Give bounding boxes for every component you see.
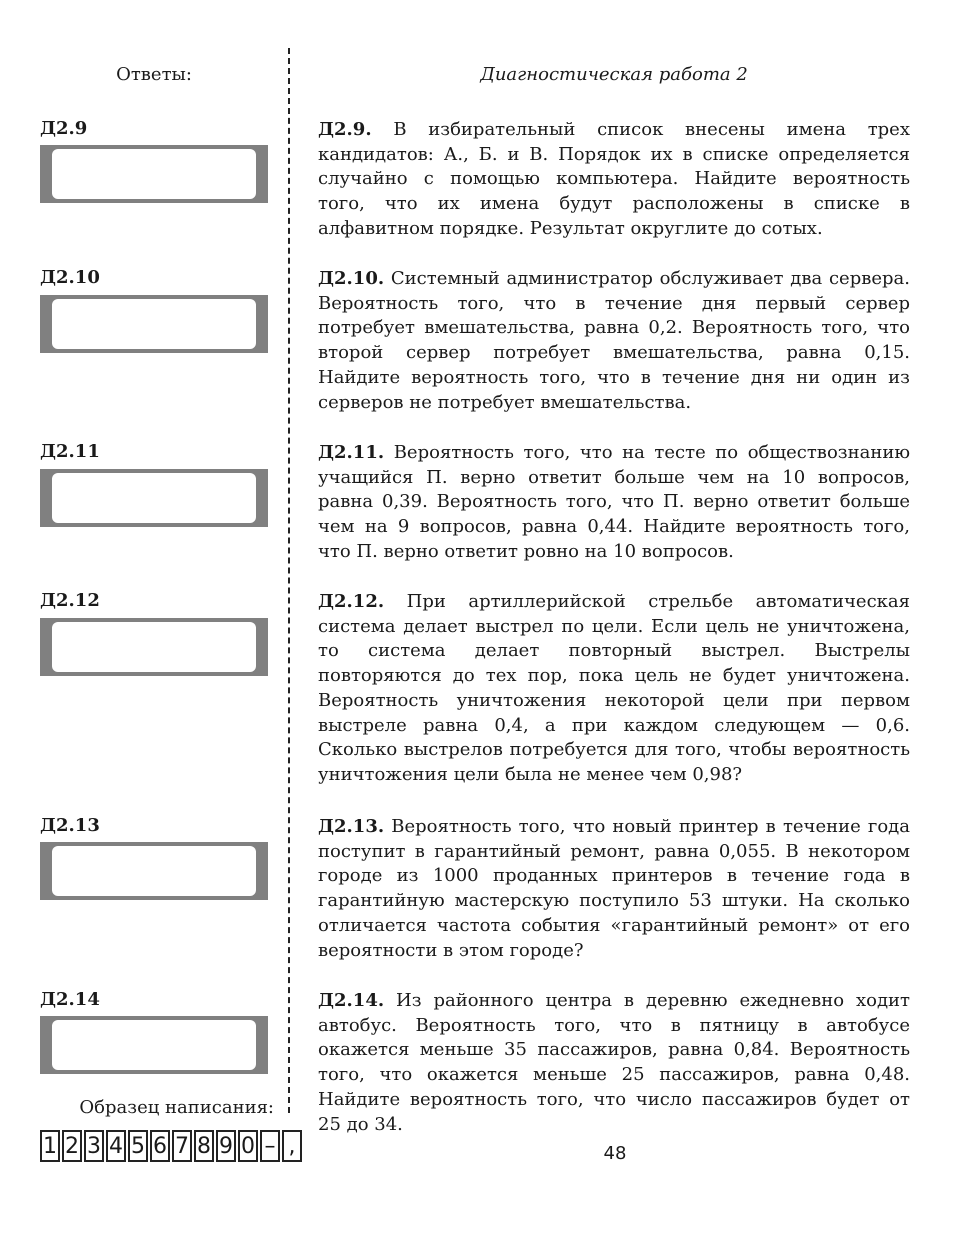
sample-writing-label: Образец написания: xyxy=(79,1097,274,1118)
answer-box-d2-12[interactable] xyxy=(40,618,268,676)
page-number: 48 xyxy=(603,1143,627,1164)
dashed-divider xyxy=(288,48,290,1113)
answer-label-d2-13: Д2.13 xyxy=(40,815,100,836)
answer-label-d2-14: Д2.14 xyxy=(40,989,100,1010)
sample-char: 4 xyxy=(106,1130,126,1162)
problem-text: Системный администратор обслуживает два сервера. Вероятность того, что в течение дня первый сервер потребует вмешательства, равна 0,2. Вероятность того, что второй сервер потребует вмешательства, равна 0,15. Найдите вероятность того, что в течение дня ни один из серверов не потребует вмешательства. xyxy=(318,268,910,413)
sample-char: 7 xyxy=(172,1130,192,1162)
problem-number: Д2.12. xyxy=(318,591,385,612)
answer-field[interactable] xyxy=(52,1020,256,1070)
answers-title: Ответы: xyxy=(116,64,192,85)
sample-char: 8 xyxy=(194,1130,214,1162)
answer-box-d2-10[interactable] xyxy=(40,295,268,353)
sample-char: – xyxy=(260,1130,280,1162)
problem-number: Д2.11. xyxy=(318,442,385,463)
answer-label-d2-9: Д2.9 xyxy=(40,118,88,139)
sample-char: 0 xyxy=(238,1130,258,1162)
sample-writing-row xyxy=(40,1130,302,1162)
sample-char: 1 xyxy=(40,1130,60,1162)
problem-text: В избирательный список внесены имена трех кандидатов: А., Б. и В. Порядок их в списке определяется случайно с помощью компьютера. Найдите вероятность того, что их имена будут расположены в списке в алфавитном порядке. Результат округлите до сотых. xyxy=(318,119,910,239)
sample-char: 5 xyxy=(128,1130,148,1162)
answer-label-d2-12: Д2.12 xyxy=(40,590,100,611)
answer-field[interactable] xyxy=(52,622,256,672)
answer-field[interactable] xyxy=(52,299,256,349)
problem-text: Вероятность того, что новый принтер в течение года поступит в гарантийный ремонт, равна 0,055. В некотором городе из 1000 проданных принтеров в течение года в гарантийную мастерскую поступило 53 штуки. На сколько отличается частота события «гарантийный ремонт» от его вероятности в этом городе? xyxy=(318,816,910,961)
problem-d2-13 xyxy=(318,815,910,963)
problem-d2-14 xyxy=(318,989,910,1137)
problem-d2-11 xyxy=(318,441,910,565)
work-title: Диагностическая работа 2 xyxy=(480,64,748,85)
problem-number: Д2.9. xyxy=(318,119,372,140)
problem-text: Из районного центра в деревню ежедневно ходит автобус. Вероятность того, что в пятницу в автобусе окажется меньше 35 пассажиров, равна 0,84. Вероятность того, что окажется меньше 25 пассажиров, равна 0,48. Найдите вероятность того, что число пассажиров будет от 25 до 34. xyxy=(318,990,910,1135)
sample-char: 9 xyxy=(216,1130,236,1162)
answer-field[interactable] xyxy=(52,846,256,896)
answer-label-d2-11: Д2.11 xyxy=(40,441,100,462)
sample-char: 6 xyxy=(150,1130,170,1162)
answer-field[interactable] xyxy=(52,473,256,523)
problem-number: Д2.14. xyxy=(318,990,385,1011)
answer-box-d2-9[interactable] xyxy=(40,145,268,203)
sample-char: 3 xyxy=(84,1130,104,1162)
sample-char: 2 xyxy=(62,1130,82,1162)
problem-text: При артиллерийской стрельбе автоматическая система делает выстрел по цели. Если цель не уничтожена, то система делает повторный выстрел. Выстрелы повторяются до тех пор, пока цель не будет уничтожена. Вероятность уничтожения некоторой цели при первом выстреле равна 0,4, а при каждом следующем — 0,6. Сколько выстрелов потребуется для того, чтобы вероятность уничтожения цели была не менее чем 0,98? xyxy=(318,591,910,785)
problem-d2-12 xyxy=(318,590,910,788)
answer-box-d2-11[interactable] xyxy=(40,469,268,527)
answer-field[interactable] xyxy=(52,149,256,199)
problem-text: Вероятность того, что на тесте по обществознанию учащийся П. верно ответит больше чем на 10 вопросов, равна 0,39. Вероятность того, что П. верно ответит больше чем на 9 вопросов, равна 0,44. Найдите вероятность того, что П. верно ответит ровно на 10 вопросов. xyxy=(318,442,910,562)
sample-char: , xyxy=(282,1130,302,1162)
answer-box-d2-13[interactable] xyxy=(40,842,268,900)
problem-d2-10 xyxy=(318,267,910,415)
problem-number: Д2.10. xyxy=(318,268,385,289)
problem-d2-9 xyxy=(318,118,910,242)
answer-label-d2-10: Д2.10 xyxy=(40,267,100,288)
answer-box-d2-14[interactable] xyxy=(40,1016,268,1074)
problem-number: Д2.13. xyxy=(318,816,385,837)
